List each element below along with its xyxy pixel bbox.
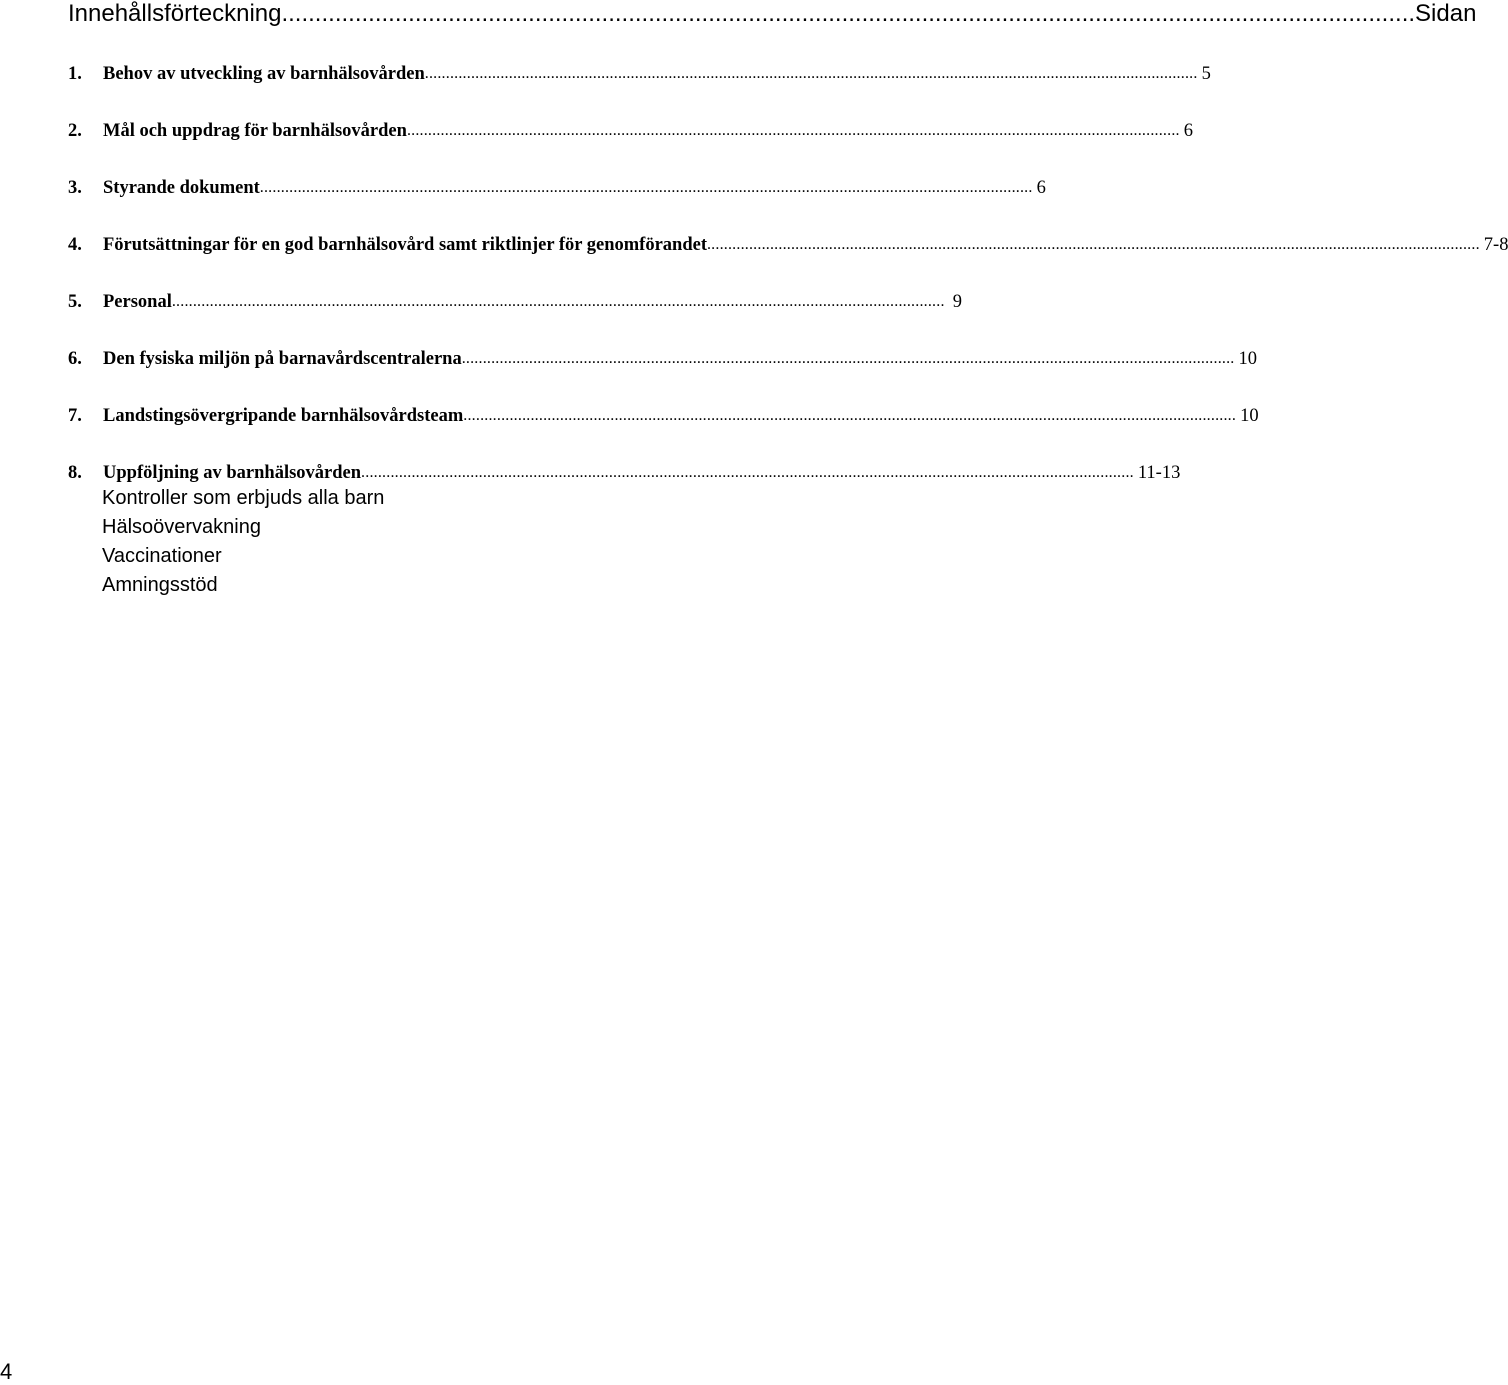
entry-page: 10	[1240, 406, 1259, 426]
dot-leader: ........................................................................................................................................................................................	[171, 293, 945, 310]
entry-page: 10	[1238, 349, 1258, 369]
toc-entry-6[interactable]	[68, 346, 1258, 370]
entry-number: 2.	[68, 121, 82, 141]
entry-number: 6.	[68, 349, 82, 369]
entry-number: 3.	[68, 178, 82, 198]
entry-title: Den fysiska miljön på barnavårdscentralerna	[103, 349, 462, 369]
entry-page: 11-13	[1137, 463, 1181, 483]
dot-leader: ........................................................................................................................................................................................	[424, 65, 1198, 82]
toc-subitem: Vaccinationer	[102, 545, 222, 567]
dot-leader: ..........................................................................................................................................................................	[281, 0, 1416, 27]
entry-title: Behov av utveckling av barnhälsovården	[103, 64, 425, 84]
entry-number: 8.	[68, 463, 82, 483]
entry-number: 7.	[68, 406, 82, 426]
entry-title: Uppföljning av barnhälsovården	[103, 463, 362, 483]
toc-entry-7[interactable]	[68, 403, 1259, 427]
toc-entry-1[interactable]	[68, 61, 1211, 85]
entry-title: Personal	[103, 292, 172, 312]
dot-leader: ........................................................................................................................................................................................	[259, 179, 1033, 196]
toc-entry-8[interactable]	[68, 460, 1181, 484]
page-number: 4	[0, 1359, 13, 1384]
dot-leader: ........................................................................................................................................................................................	[361, 464, 1134, 481]
toc-subitem: Amningsstöd	[102, 574, 218, 596]
entry-number: 5.	[68, 292, 82, 312]
toc-entry-2[interactable]	[68, 118, 1193, 142]
entry-page: 9	[952, 292, 962, 312]
entry-page: 7-8	[1483, 235, 1508, 255]
dot-leader: ........................................................................................................................................................................................	[461, 350, 1235, 367]
toc-entry-5[interactable]	[68, 289, 962, 313]
entry-page: 6	[1036, 178, 1046, 198]
toc-subitem: Kontroller som erbjuds alla barn	[102, 487, 385, 509]
entry-title: Förutsättningar för en god barnhälsovård samt riktlinjer för genomförandet	[103, 235, 707, 255]
entry-page: 5	[1201, 64, 1211, 84]
entry-page: 6	[1183, 121, 1193, 141]
toc-title: Innehållsförteckning	[68, 0, 282, 27]
toc-entry-3[interactable]	[68, 175, 1046, 199]
dot-leader: ........................................................................................................................................................................................	[463, 407, 1237, 424]
page-column-label: Sidan	[1415, 0, 1477, 27]
entry-title: Landstingsövergripande barnhälsovårdsteam	[103, 406, 464, 426]
dot-leader: ........................................................................................................................................................................................	[406, 122, 1180, 139]
entry-title: Mål och uppdrag för barnhälsovården	[103, 121, 407, 141]
toc-heading-row	[68, 0, 1477, 28]
toc-subitem: Hälsoövervakning	[102, 516, 261, 538]
dot-leader: ........................................................................................................................................................................................	[706, 236, 1480, 253]
toc-entry-4[interactable]	[68, 232, 1508, 256]
entry-number: 4.	[68, 235, 82, 255]
entry-number: 1.	[68, 64, 82, 84]
entry-title: Styrande dokument	[103, 178, 260, 198]
